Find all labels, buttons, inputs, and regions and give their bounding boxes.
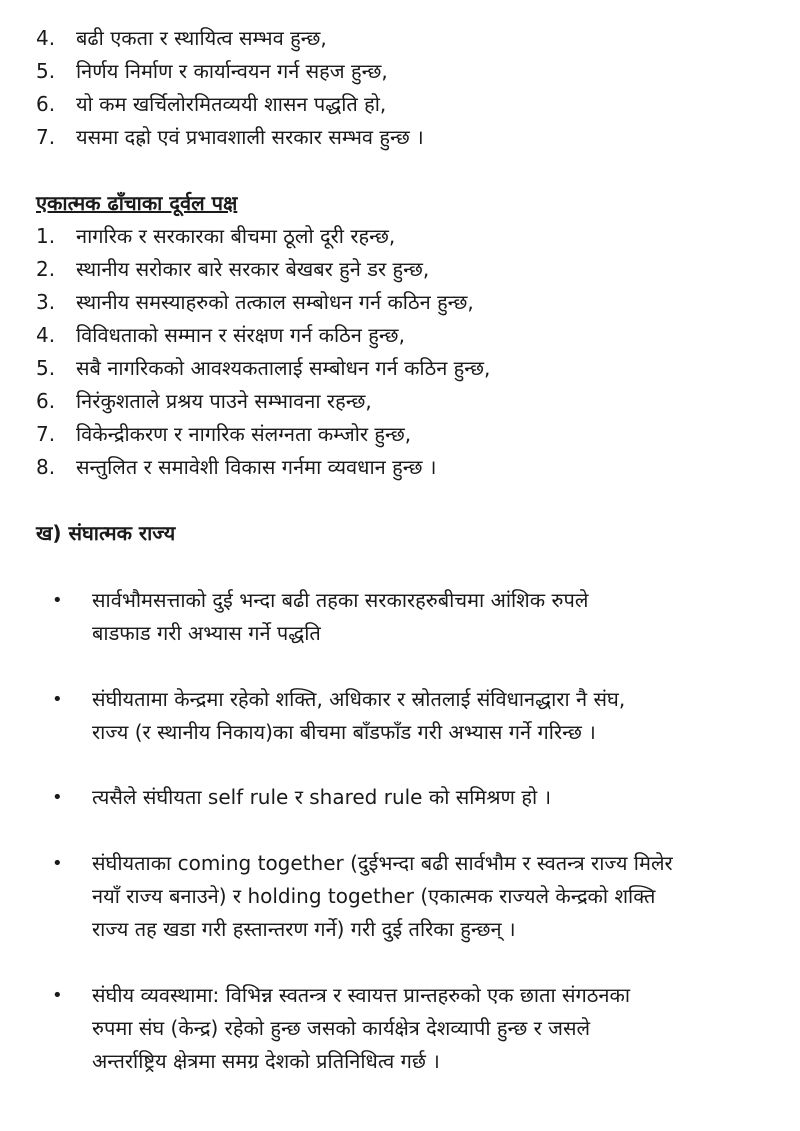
list-item-text: विविधताको सम्मान र संरक्षण गर्न कठिन हुन्छ, [76, 323, 405, 347]
list-item-text: स्थानीय समस्याहरुको तत्काल सम्बोधन गर्न कठिन हुन्छ, [76, 290, 474, 314]
weakness-heading: एकात्मक ढाँचाका दूर्वल पक्ष [36, 191, 238, 215]
list-item [0, 451, 800, 484]
bullet-line: संघीयतामा केन्द्रमा रहेको शक्ति, अधिकार र स्रोतलाई संविधानद्धारा नै संघ, [92, 687, 626, 711]
list-item-number: 4. [36, 26, 56, 50]
list-item-text: बढी एकता र स्थायित्व सम्भव हुन्छ, [76, 26, 327, 50]
bullet-line: नयाँ राज्य बनाउने) र holding together (एकात्मक राज्यले केन्द्रको शक्ति [92, 884, 656, 908]
bullet-line: राज्य तह खडा गरी हस्तान्तरण गर्ने) गरी दुई तरिका हुन्छन् । [92, 917, 516, 941]
list-item-number: 3. [36, 290, 56, 314]
list-item-number: 4. [36, 323, 56, 347]
list-item-text: स्थानीय सरोकार बारे सरकार बेखबर हुने डर हुन्छ, [76, 257, 430, 281]
list-item [0, 121, 800, 154]
list-item [0, 286, 800, 319]
list-item [0, 22, 800, 55]
bullet-line: त्यसैले संघीयता self rule र shared rule को समिश्रण हो । [92, 785, 552, 809]
list-item-text: सन्तुलित र समावेशी विकास गर्नमा व्यवधान हुन्छ । [76, 455, 437, 479]
federal-heading: ख) संघात्मक राज्य [36, 521, 176, 545]
advantages-list [0, 22, 800, 154]
list-item-number: 7. [36, 125, 56, 149]
list-item [0, 88, 800, 121]
list-item-number: 5. [36, 356, 56, 380]
bullet-dot: • [52, 985, 63, 1006]
bullet-dot: • [52, 590, 63, 611]
list-item-text: निर्णय निर्माण र कार्यान्वयन गर्न सहज हुन्छ, [76, 59, 388, 83]
bullet-text [92, 584, 782, 650]
list-item-number: 6. [36, 389, 56, 413]
bullet-line: अन्तर्राष्ट्रिय क्षेत्रमा समग्र देशको प्रतिनिधित्व गर्छ । [92, 1049, 440, 1073]
bullet-line: बाडफाड गरी अभ्यास गर्ने पद्धति [92, 621, 321, 645]
list-item [0, 253, 800, 286]
bullet-text [92, 847, 782, 946]
list-item-text: यो कम खर्चिलोरमितव्ययी शासन पद्धति हो, [76, 92, 387, 116]
list-item-text: नागरिक र सरकारका बीचमा ठूलो दूरी रहन्छ, [76, 224, 396, 248]
bullet-line: रुपमा संघ (केन्द्र) रहेको हुन्छ जसको कार्यक्षेत्र देशव्यापी हुन्छ र जसले [92, 1016, 591, 1040]
list-item [0, 352, 800, 385]
list-item-number: 2. [36, 257, 56, 281]
list-item [0, 319, 800, 352]
bullet-line: संघीयताका coming together (दुईभन्दा बढी सार्वभौम र स्वतन्त्र राज्य मिलेर [92, 851, 673, 875]
list-item [0, 418, 800, 451]
list-item-number: 8. [36, 455, 56, 479]
bullet-line: संघीय व्यवस्थामा: विभिन्न स्वतन्त्र र स्वायत्त प्रान्तहरुको एक छाता संगठनका [92, 983, 631, 1007]
list-item-number: 5. [36, 59, 56, 83]
list-item-text: निरंकुशताले प्रश्रय पाउने सम्भावना रहन्छ, [76, 389, 372, 413]
bullet-line: सार्वभौमसत्ताको दुई भन्दा बढी तहका सरकारहरुबीचमा आंशिक रुपले [92, 588, 589, 612]
bullet-line: राज्य (र स्थानीय निकाय)का बीचमा बाँडफाँड गरी अभ्यास गर्ने गरिन्छ । [92, 720, 596, 744]
list-item-text: यसमा दह्रो एवं प्रभावशाली सरकार सम्भव हुन्छ । [76, 125, 424, 149]
list-item-text: विकेन्द्रीकरण र नागरिक संलग्नता कम्जोर हुन्छ, [76, 422, 412, 446]
list-item-number: 7. [36, 422, 56, 446]
list-item [0, 220, 800, 253]
bullet-dot: • [52, 853, 63, 874]
bullet-dot: • [52, 787, 63, 808]
bullet-dot: • [52, 689, 63, 710]
list-item-text: सबै नागरिकको आवश्यकतालाई सम्बोधन गर्न कठिन हुन्छ, [76, 356, 491, 380]
bullet-text [92, 683, 782, 749]
weakness-list [0, 220, 800, 484]
list-item [0, 385, 800, 418]
list-item-number: 6. [36, 92, 56, 116]
bullet-text [92, 781, 782, 814]
list-item-number: 1. [36, 224, 56, 248]
bullet-text [92, 979, 782, 1078]
list-item [0, 55, 800, 88]
